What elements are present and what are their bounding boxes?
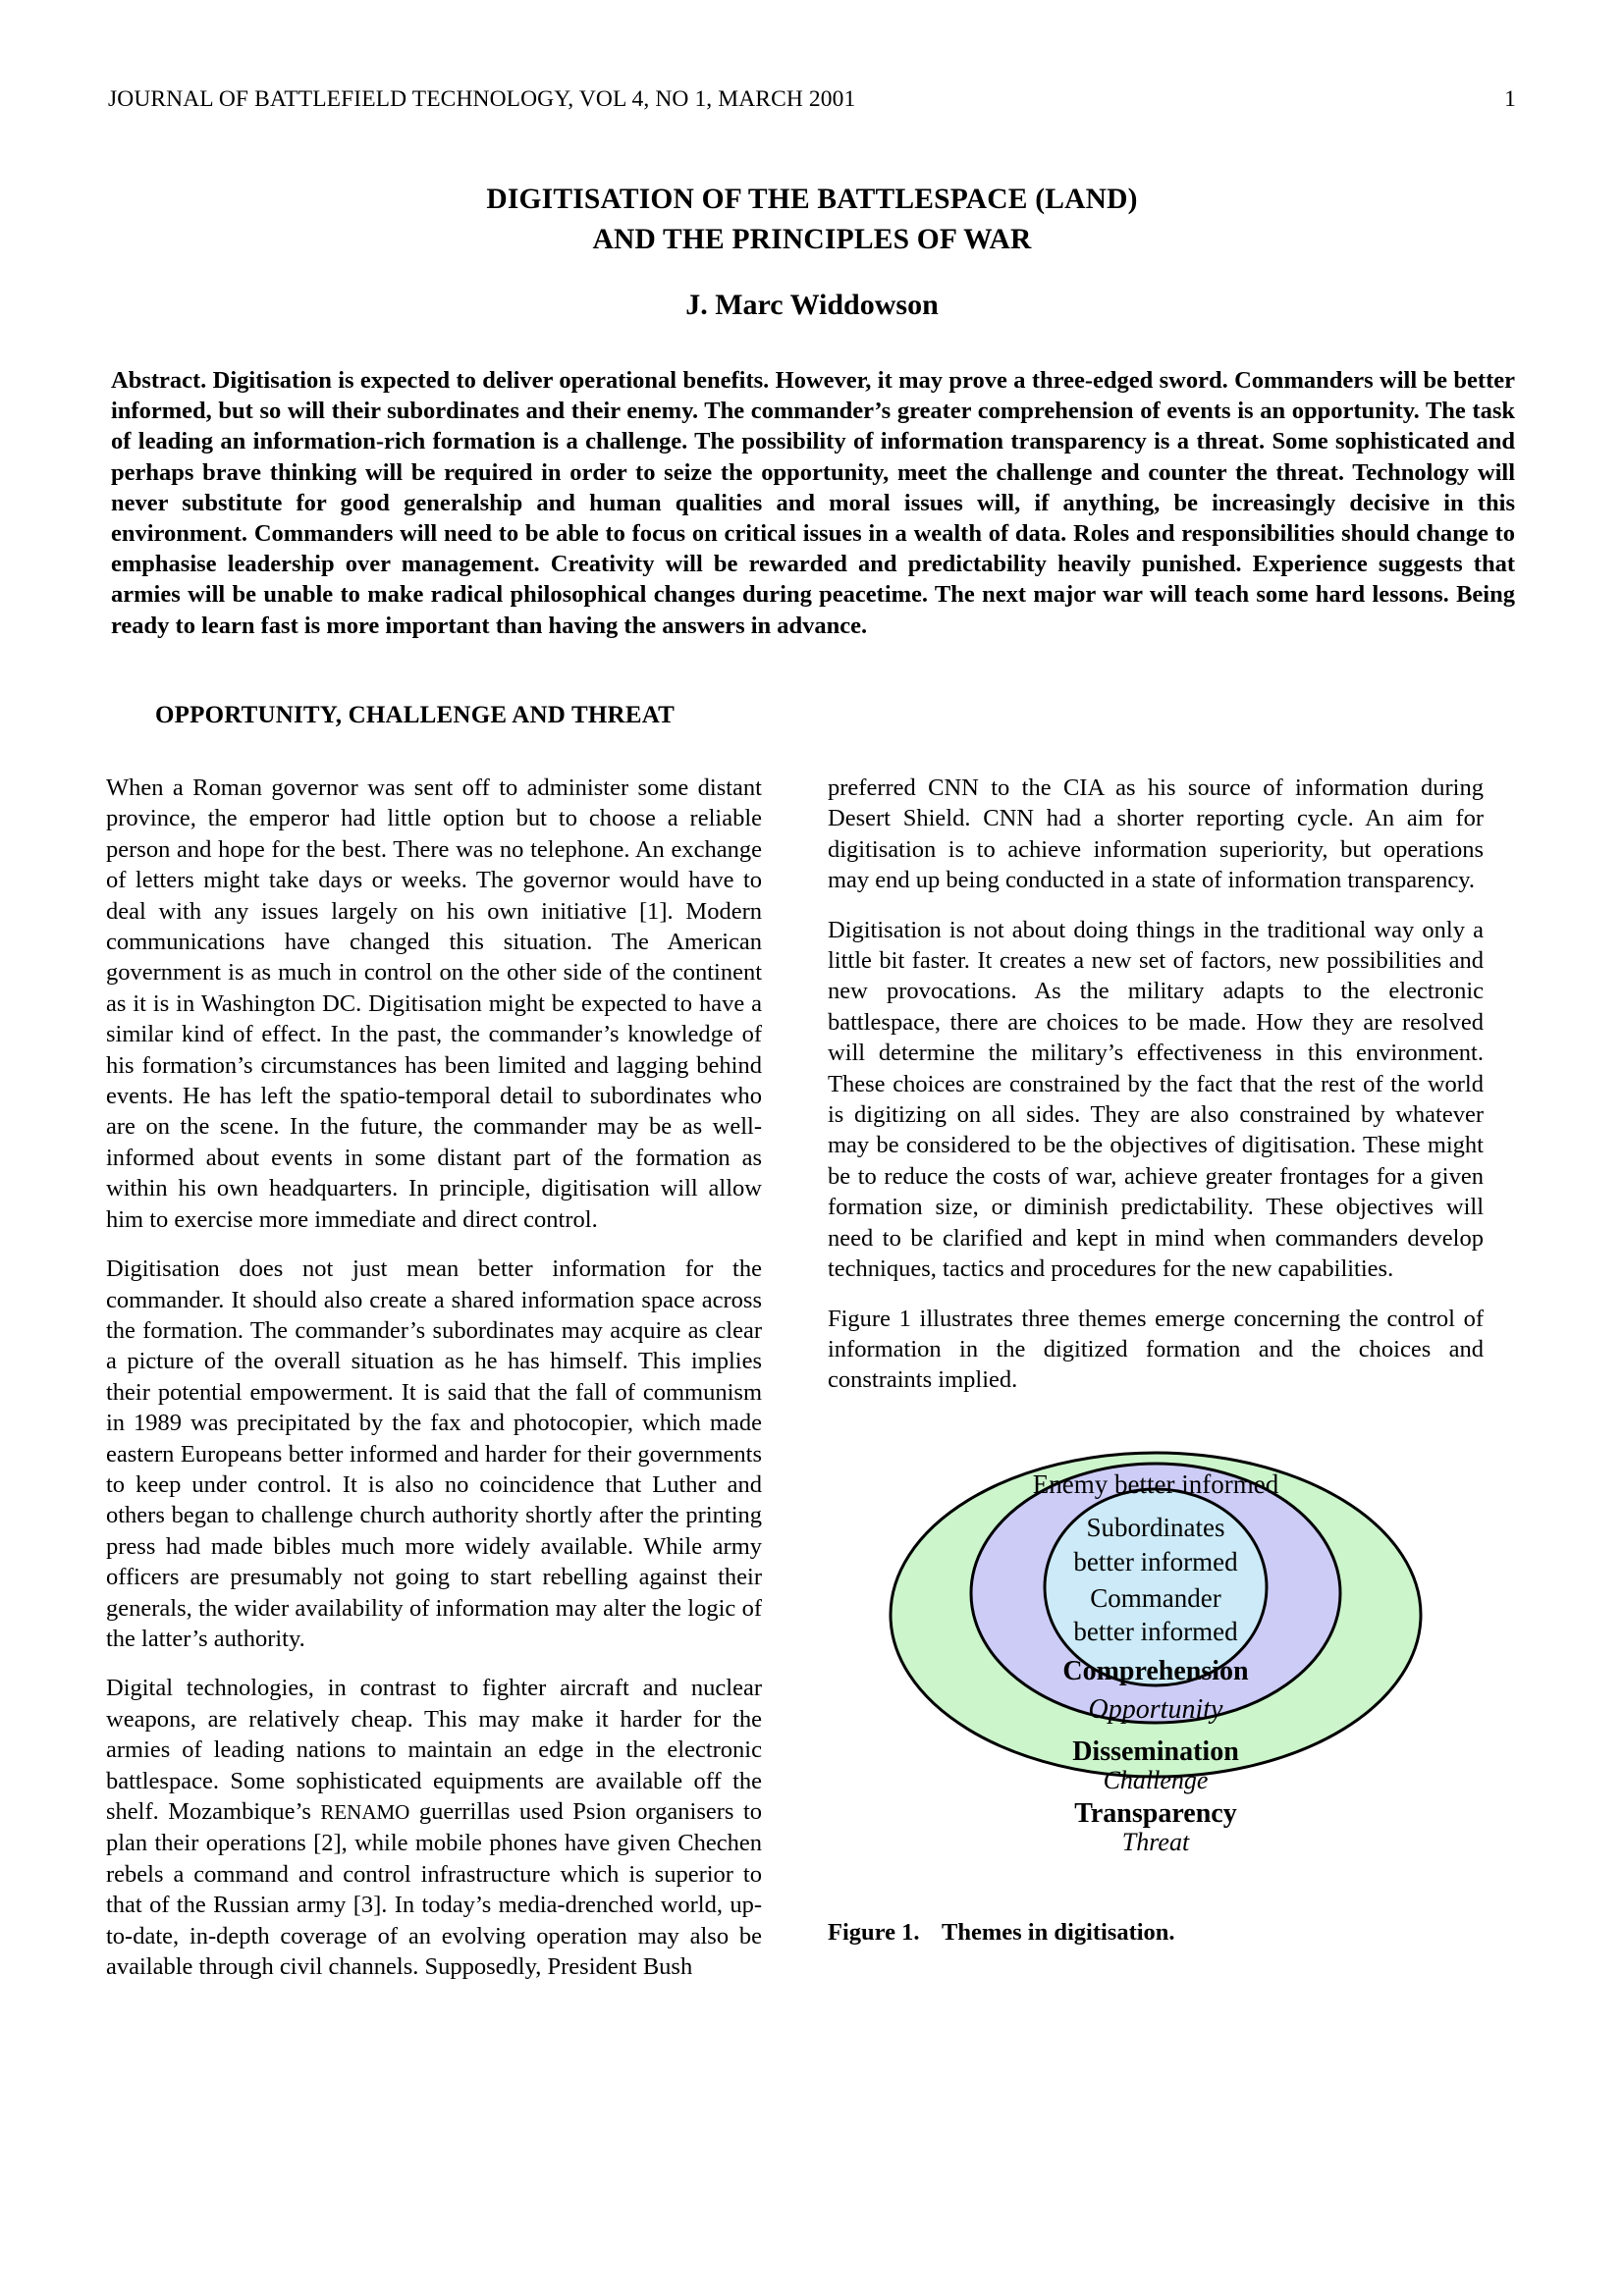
middle-bottom-italic: Challenge: [1103, 1766, 1209, 1794]
inner-label-bold: Comprehension: [1062, 1656, 1249, 1686]
inner-label-italic: Opportunity: [1088, 1694, 1223, 1725]
paragraph: Digitisation is not about doing things in the traditional way only a little bit faster. It creates a new set of factors, new possibilities and new provocations. As the military adapts to the electronic battlespace, there are choices to be made. How they are resolved will determine the military’s effectiveness in this environment. These choices are constrained by the fact that the rest of the world is digitizing on all sides. They are also constrained by whatever may be considered to be the objectives of digitisation. These might be to reduce the costs of war, achieve greater frontages for a given formation size, or diminish predictability. These objectives will need to be clarified and kept in mind when commanders develop techniques, tactics and procedures for the new capabilities.: [828, 916, 1484, 1283]
outer-bottom-bold: Transparency: [1074, 1798, 1237, 1829]
inner-label-2: better informed: [1073, 1617, 1238, 1646]
body-column-right: [828, 773, 1484, 1396]
figure-caption: [828, 1919, 1495, 1947]
acronym-renamo: RENAMO: [320, 1800, 410, 1824]
author-name: J. Marc Widdowson: [685, 289, 939, 321]
title-line-2: AND THE PRINCIPLES OF WAR: [592, 224, 1032, 255]
inner-label-1: Commander: [1090, 1583, 1221, 1613]
page-title: [108, 180, 1516, 260]
outer-top-label: Enemy better informed: [1032, 1469, 1279, 1499]
figure-1-diagram: [797, 1428, 1514, 1856]
running-head: [108, 86, 1516, 113]
body-column-left: [106, 773, 762, 1982]
paragraph: [106, 1673, 762, 1982]
title-line-1: DIGITISATION OF THE BATTLESPACE (LAND): [486, 184, 1138, 215]
middle-bottom-bold: Dissemination: [1072, 1736, 1239, 1767]
paragraph: Figure 1 illustrates three themes emerge concerning the control of information in the digitized formation and the choices and constraints implied.: [828, 1305, 1484, 1394]
paragraph-part: Digital technologies, in contrast to fighter aircraft and nuclear weapons, are relatively cheap. This may make it harder for the armies of leading nations to maintain an edge in the electronic battlespace. Some sophisticated equipments are available off the shelf. Mozambique’s: [106, 1675, 762, 1825]
figure-number: Figure 1.: [828, 1919, 920, 1946]
page-number: 1: [1504, 86, 1516, 112]
section-heading: OPPORTUNITY, CHALLENGE AND THREAT: [155, 702, 675, 728]
paragraph: When a Roman governor was sent off to administer some distant province, the emperor had little option but to choose a reliable person and hope for the best. There was no telephone. An exchange of letters might take days or weeks. The governor would have to deal with any issues largely on his own initiative [1]. Modern communications have changed this situation. The American government is as much in control on the other side of the continent as it is in Washington DC. Digitisation might be expected to have a similar kind of effect. In the past, the commander’s knowledge of his formation’s circumstances has been limited and lagging behind events. He has left the spatio-temporal detail to subordinates who are on the scene. In the future, the commander may be as well-informed about events in some distant part of the formation as within his own headquarters. In principle, digitisation will allow him to exercise more immediate and direct control.: [106, 774, 762, 1233]
middle-top-label-2: better informed: [1073, 1547, 1238, 1576]
paragraph: Digitisation does not just mean better information for the commander. It should also create a shared information space across the formation. The commander’s subordinates may acquire as clear a picture of the overall situation as he has himself. This implies their potential empowerment. It is said that the fall of communism in 1989 was precipitated by the fax and photocopier, which made eastern Europeans better informed and harder for their governments to keep under control. It is also no coincidence that Luther and others began to challenge church authority shortly after the printing press had made bibles much more widely available. While army officers are presumably not going to start rebelling against their generals, the wider availability of information may alter the logic of the latter’s authority.: [106, 1255, 762, 1652]
paragraph: preferred CNN to the CIA as his source of information during Desert Shield. CNN had a shorter reporting cycle. An aim for digitisation is to achieve information superiority, but operations may end up being conducted in a state of information transparency.: [828, 774, 1484, 894]
outer-bottom-italic: Threat: [1121, 1828, 1190, 1856]
paragraph-part: guerrillas used Psion organisers to plan their operations [2], while mobile phones have given Chechen rebels a command and control infrastructure which is superior to that of the Russian army [3]. In today’s media-drenched world, up-to-date, in-depth coverage of an evolving operation may also be available through civil channels. Supposedly, President Bush: [106, 1798, 762, 1981]
abstract: Abstract. Digitisation is expected to deliver operational benefits. However, it may prove a three-edged sword. Commanders will be better informed, but so will their subordinates and their enemy. The commander’s greater comprehension of events is an opportunity. The task of leading an information-rich formation is a challenge. The possibility of information transparency is a threat. Some sophisticated and perhaps brave thinking will be required in order to seize the opportunity, meet the challenge and counter the threat. Technology will never substitute for good generalship and human qualities and moral issues will, if anything, be increasingly decisive in this environment. Commanders will need to be able to focus on critical issues in a wealth of data. Roles and responsibilities should change to emphasise leadership over management. Creativity will be rewarded and predictability heavily punished. Experience suggests that armies will be unable to make radical philosophical changes during peacetime. The next major war will teach some hard lessons. Being ready to learn fast is more important than having the answers in advance.: [111, 367, 1515, 639]
journal-reference: JOURNAL OF BATTLEFIELD TECHNOLOGY, VOL 4, NO 1, MARCH 2001: [108, 86, 856, 112]
middle-top-label-1: Subordinates: [1086, 1513, 1225, 1542]
figure-caption-text: Themes in digitisation.: [942, 1919, 1175, 1946]
